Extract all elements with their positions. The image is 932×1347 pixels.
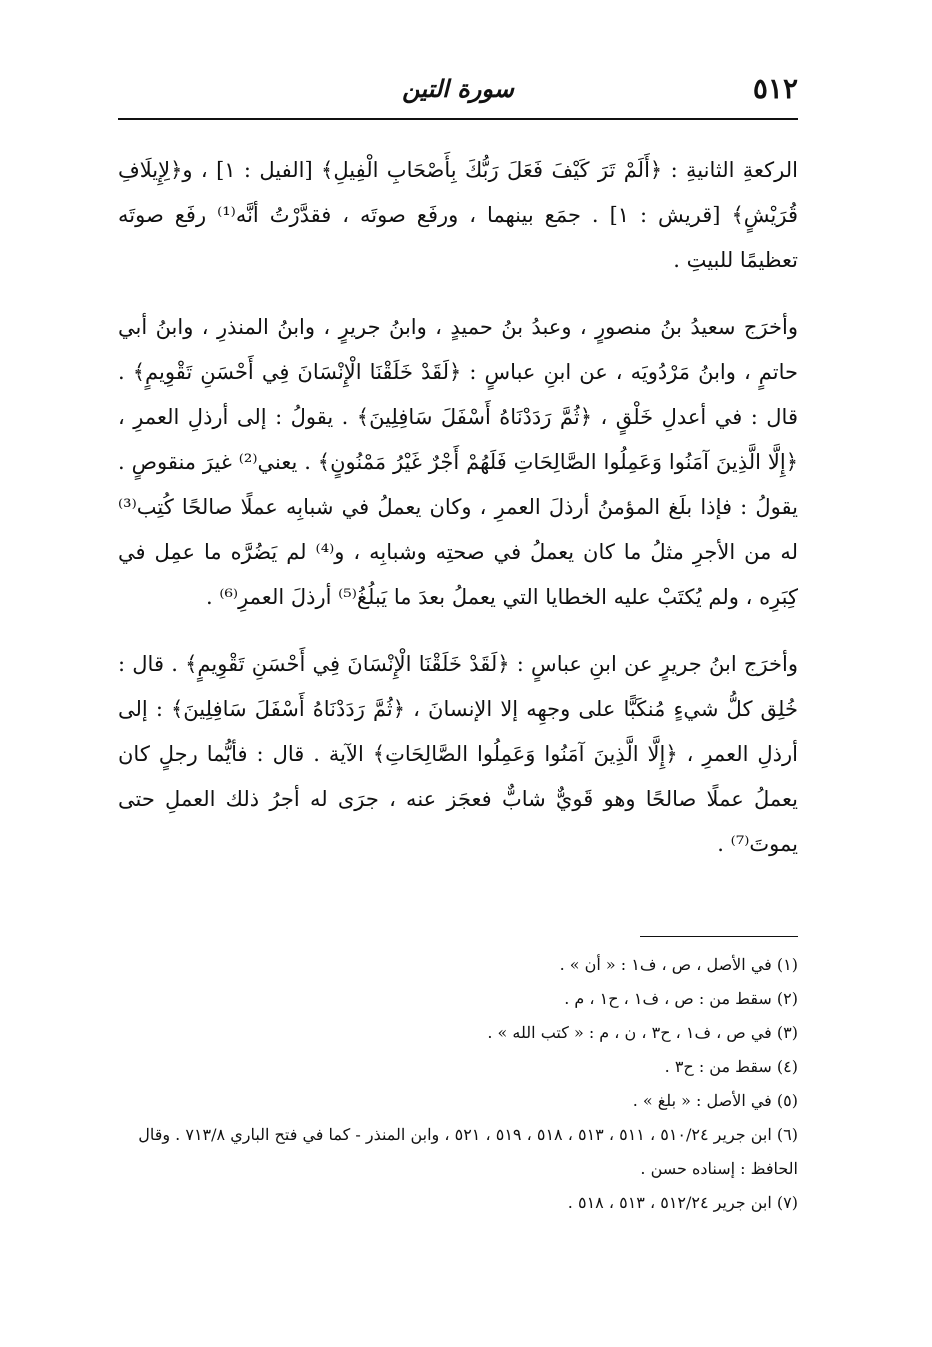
running-title: سورة التين: [402, 74, 514, 103]
paragraph-2: وأخرَج سعيدُ بنُ منصورٍ ، وعبدُ بنُ حميدٍ ، وابنُ جريرٍ ، وابنُ المنذرِ ، وابنُ أبي حاتمٍ ، وابنُ مَرْدُويَه ، عن ابنِ عباسٍ : ﴿لَقَدْ خَلَقْنَا الْإِنْسَانَ فِي أَحْسَنِ تَقْوِيمٍ﴾ . قال : في أعدلِ خَلْقٍ ، ﴿ثُمَّ رَدَدْنَاهُ أَسْفَلَ سَافِلِينَ﴾ . يقولُ : إلى أرذلِ العمرِ ، ﴿إِلَّا الَّذِينَ آمَنُوا وَعَمِلُوا الصَّالِحَاتِ فَلَهُمْ أَجْرٌ غَيْرُ مَمْنُونٍ﴾ . يعني⁽²⁾ غيرَ منقوصٍ . يقولُ : فإذا بلَغ المؤمنُ أرذلَ العمرِ ، وكان يعملُ في شبابِه عملًا صالحًا كُتِب⁽³⁾ له من الأجرِ مثلُ ما كان يعملُ في صحتِه وشبابِه ، و⁽⁴⁾ لم يَضُرَّه ما عمِل في كِبَرِه ، ولم يُكتَبْ عليه الخطايا التي يعملُ بعدَ ما يَبلُغُ⁽⁵⁾ أرذلَ العمرِ⁽⁶⁾ .: [118, 315, 798, 609]
page-number: ٥١٢: [752, 72, 798, 105]
page-header: [118, 72, 798, 116]
footnotes: [108, 948, 798, 1220]
main-text: [118, 148, 798, 889]
header-rule: [118, 118, 798, 120]
paragraph-3: وأخرَج ابنُ جريرٍ عن ابنِ عباسٍ : ﴿لَقَدْ خَلَقْنَا الْإِنْسَانَ فِي أَحْسَنِ تَقْوِيمٍ﴾ . قال : خُلِق كلُّ شيءٍ مُنكَبًّا على وجهِه إلا الإنسانَ ، ﴿ثُمَّ رَدَدْنَاهُ أَسْفَلَ سَافِلِينَ﴾ : إلى أرذلِ العمرِ ، ﴿إِلَّا الَّذِينَ آمَنُوا وَعَمِلُوا الصَّالِحَاتِ﴾ الآية . قال : فأيُّما رجلٍ كان يعملُ عملًا صالحًا وهو قَويٌّ شابٌّ فعجَز عنه ، جرَى له أجرُ ذلك العملِ حتى يموتَ⁽⁷⁾ .: [118, 652, 798, 856]
footnote-3: (٣) في ص ، ف١ ، ح٣ ، ن ، م : « كتب الله » .: [487, 1023, 798, 1042]
footnote-1: (١) في الأصل ، ص ، ف١ : « أن » .: [559, 955, 798, 974]
footnote-separator: [640, 936, 798, 937]
footnote-5: (٥) في الأصل : « بلغ » .: [632, 1091, 798, 1110]
footnote-7: (٧) ابن جرير ٥١٢/٢٤ ، ٥١٣ ، ٥١٨ .: [567, 1193, 798, 1212]
footnote-2: (٢) سقط من : ص ، ف١ ، ح١ ، م .: [564, 989, 798, 1008]
paragraph-1: الركعةِ الثانيةِ : ﴿أَلَمْ تَرَ كَيْفَ فَعَلَ رَبُّكَ بِأَصْحَابِ الْفِيلِ﴾ [الفيل : ١] ، و﴿لِإِيلَافِ قُرَيْشٍ﴾ [قريش : ١] . جمَع بينهما ، ورفَع صوتَه ، فقدَّرْتُ أنَّه⁽¹⁾ رفَع صوتَه تعظيمًا للبيتِ .: [118, 158, 799, 272]
footnote-4: (٤) سقط من : ح٣ .: [664, 1057, 798, 1076]
footnote-6: (٦) ابن جرير ٥١٠/٢٤ ، ٥١١ ، ٥١٣ ، ٥١٨ ، ٥١٩ ، ٥٢١ ، وابن المنذر - كما في فتح الباري ٧١٣/٨ . وقال الحافظ : إسناده حسن .: [138, 1125, 798, 1178]
